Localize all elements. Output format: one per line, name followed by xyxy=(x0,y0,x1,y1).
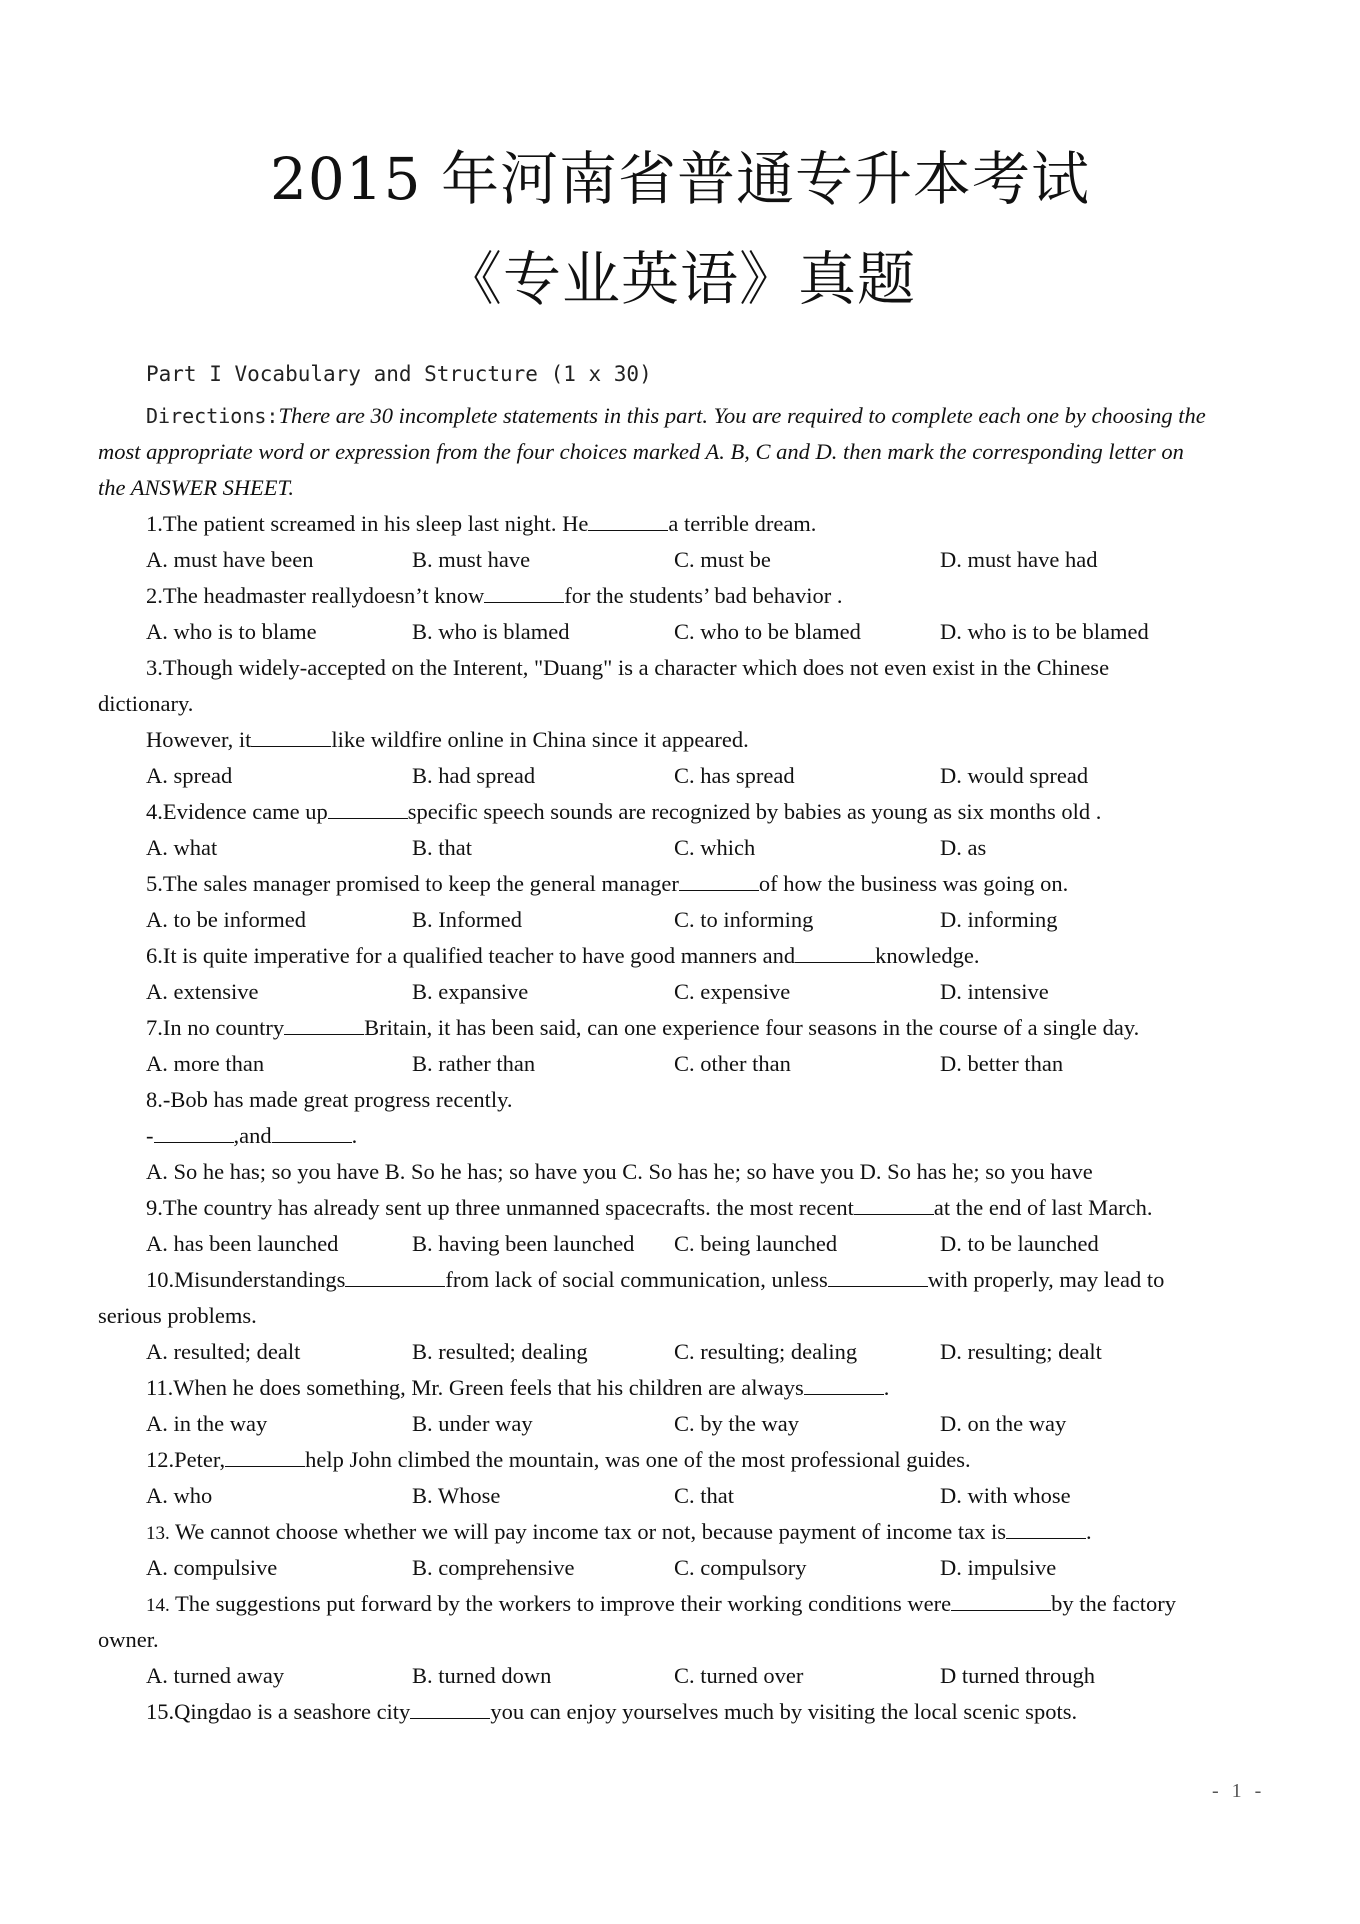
answer-blank xyxy=(284,1014,364,1035)
directions-line-2: most appropriate word or expression from the four choices marked A. B, C and D. then mark the corresponding letter on xyxy=(98,439,1184,464)
option-b: B. turned down xyxy=(412,1663,552,1688)
option-b: B. having been launched xyxy=(412,1231,635,1256)
option-c: C. which xyxy=(674,835,756,860)
option-c: C. has spread xyxy=(674,763,795,788)
option-a: A. more than xyxy=(146,1051,265,1076)
question-5: 5.The sales manager promised to keep the general manager of how the business was going on. xyxy=(146,871,1069,896)
page-number: - 1 - xyxy=(1212,1780,1266,1802)
option-b: B. that xyxy=(412,835,472,860)
question-9: 9.The country has already sent up three unmanned spacecrafts. the most recent at the end of last March. xyxy=(146,1195,1153,1220)
question-8-reply: - ,and . xyxy=(146,1123,358,1148)
question-1: 1.The patient screamed in his sleep last night. He a terrible dream. xyxy=(146,511,817,536)
option-d: D. on the way xyxy=(940,1411,1067,1436)
question-10: 10.Misunderstandings from lack of social communication, unless with properly, may lead to xyxy=(146,1267,1165,1292)
option-c: C. resulting; dealing xyxy=(674,1339,858,1364)
answer-blank xyxy=(854,1194,934,1215)
answer-blank xyxy=(328,798,408,819)
question-8: 8.-Bob has made great progress recently. xyxy=(146,1087,513,1112)
answer-blank xyxy=(154,1122,234,1143)
option-b: B. under way xyxy=(412,1411,533,1436)
answer-blank xyxy=(410,1698,490,1719)
answer-blank xyxy=(804,1374,884,1395)
option-c: C. expensive xyxy=(674,979,791,1004)
option-d: D. as xyxy=(940,835,987,860)
answer-blank xyxy=(1006,1518,1086,1539)
option-a: A. who is to blame xyxy=(146,619,317,644)
question-2: 2.The headmaster reallydoesn’t know for the students’ bad behavior . xyxy=(146,583,843,608)
option-d: D. resulting; dealt xyxy=(940,1339,1102,1364)
question-15: 15.Qingdao is a seashore city you can enjoy yourselves much by visiting the local scenic spots. xyxy=(146,1699,1078,1724)
option-a: A. extensive xyxy=(146,979,259,1004)
directions-text: There are 30 incomplete statements in this part. You are required to complete each one by choosing the xyxy=(278,403,1206,428)
option-c: C. by the way xyxy=(674,1411,799,1436)
question-11: 11.When he does something, Mr. Green feels that his children are always . xyxy=(146,1375,890,1400)
option-c: C. who to be blamed xyxy=(674,619,861,644)
option-a: A. spread xyxy=(146,763,233,788)
option-c: C. must be xyxy=(674,547,771,572)
option-c: C. that xyxy=(674,1483,734,1508)
option-d: D. to be launched xyxy=(940,1231,1099,1256)
answer-blank xyxy=(345,1266,445,1287)
option-d: D. must have had xyxy=(940,547,1098,572)
option-a: A. resulted; dealt xyxy=(146,1339,301,1364)
answer-blank xyxy=(251,726,331,747)
exam-title: 2015 年河南省普通专升本考试 xyxy=(269,145,1091,213)
question-13: 13. We cannot choose whether we will pay income tax or not, because payment of income tax is . xyxy=(146,1519,1092,1544)
question-3: 3.Though widely-accepted on the Interent, "Duang" is a character which does not even exist in the Chinese xyxy=(146,655,1110,680)
answer-blank xyxy=(484,582,564,603)
directions-line-1 xyxy=(146,401,1206,431)
option-b: B. Whose xyxy=(412,1483,501,1508)
option-c: C. compulsory xyxy=(674,1555,807,1580)
question-3-sentence: However, it like wildfire online in China since it appeared. xyxy=(146,727,749,752)
question-10-cont: serious problems. xyxy=(98,1303,257,1328)
answer-blank xyxy=(272,1122,352,1143)
part-heading: Part I Vocabulary and Structure (1 x 30) xyxy=(146,362,652,386)
question-3-cont: dictionary. xyxy=(98,691,194,716)
option-d: D. informing xyxy=(940,907,1058,932)
option-c: C. turned over xyxy=(674,1663,804,1688)
directions-label: Directions: xyxy=(146,404,279,428)
question-4: 4.Evidence came up specific speech sounds are recognized by babies as young as six months old . xyxy=(146,799,1102,824)
option-a: A. to be informed xyxy=(146,907,306,932)
option-d: D turned through xyxy=(940,1663,1095,1688)
option-d: D. with whose xyxy=(940,1483,1071,1508)
option-b: B. comprehensive xyxy=(412,1555,575,1580)
question-14-cont: owner. xyxy=(98,1627,159,1652)
option-c: C. being launched xyxy=(674,1231,838,1256)
answer-blank xyxy=(795,942,875,963)
option-a: A. turned away xyxy=(146,1663,285,1688)
option-c: C. other than xyxy=(674,1051,791,1076)
option-b: B. must have xyxy=(412,547,531,572)
option-b: B. Informed xyxy=(412,907,522,932)
option-b: B. resulted; dealing xyxy=(412,1339,588,1364)
option-a: A. in the way xyxy=(146,1411,268,1436)
answer-blank xyxy=(828,1266,928,1287)
option-d: D. who is to be blamed xyxy=(940,619,1149,644)
option-b: B. expansive xyxy=(412,979,529,1004)
question-6: 6.It is quite imperative for a qualified teacher to have good manners and knowledge. xyxy=(146,943,980,968)
directions-line-3: the ANSWER SHEET. xyxy=(98,475,295,500)
option-d: D. would spread xyxy=(940,763,1089,788)
question-7: 7.In no country Britain, it has been said, can one experience four seasons in the course of a single day. xyxy=(146,1015,1140,1040)
question-8-options: A. So he has; so you have B. So he has; so have you C. So has he; so have you D. So has he; so you have xyxy=(146,1159,1093,1184)
option-d: D. impulsive xyxy=(940,1555,1057,1580)
answer-blank xyxy=(225,1446,305,1467)
option-b: B. who is blamed xyxy=(412,619,570,644)
answer-blank xyxy=(679,870,759,891)
option-a: A. has been launched xyxy=(146,1231,339,1256)
option-d: D. intensive xyxy=(940,979,1049,1004)
exam-subtitle: 《专业英语》真题 xyxy=(443,245,916,313)
option-d: D. better than xyxy=(940,1051,1064,1076)
option-a: A. must have been xyxy=(146,547,314,572)
question-12: 12.Peter, help John climbed the mountain, was one of the most professional guides. xyxy=(146,1447,971,1472)
option-c: C. to informing xyxy=(674,907,814,932)
option-a: A. what xyxy=(146,835,218,860)
option-b: B. had spread xyxy=(412,763,536,788)
answer-blank xyxy=(588,510,668,531)
option-b: B. rather than xyxy=(412,1051,536,1076)
question-14: 14. The suggestions put forward by the workers to improve their working conditions were by the factory xyxy=(146,1591,1177,1616)
option-a: A. who xyxy=(146,1483,213,1508)
answer-blank xyxy=(951,1590,1051,1611)
option-a: A. compulsive xyxy=(146,1555,278,1580)
